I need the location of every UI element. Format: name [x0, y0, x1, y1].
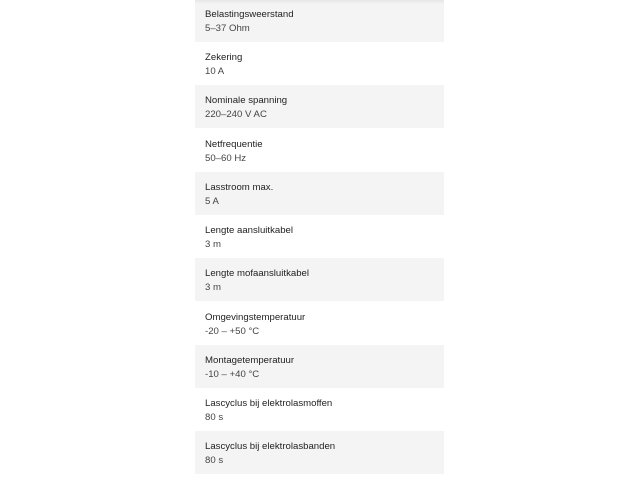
spec-label: Lascyclus bij elektrolasbanden — [205, 441, 336, 452]
spec-label: Nominale spanning — [205, 95, 288, 106]
spec-value: 5–37 Ohm — [205, 23, 250, 34]
spec-row — [195, 129, 444, 172]
spec-row — [195, 431, 444, 474]
spec-label: Netfrequentie — [205, 139, 263, 150]
header-shadow — [195, 0, 444, 4]
spec-label: Omgevingstemperatuur — [205, 312, 306, 323]
spec-label: Zekering — [205, 52, 243, 63]
spec-value: -10 – +40 °C — [205, 369, 260, 380]
spec-row — [195, 42, 444, 85]
spec-value: 80 s — [205, 455, 224, 466]
spec-label: Lengte mofaansluitkabel — [205, 268, 310, 279]
spec-value: 3 m — [205, 239, 221, 250]
spec-row — [195, 302, 444, 345]
spec-value: 80 s — [205, 412, 224, 423]
spec-value: 3 m — [205, 282, 221, 293]
spec-label: Lascyclus bij elektrolasmoffen — [205, 398, 333, 409]
spec-row — [195, 345, 444, 388]
spec-row — [195, 85, 444, 128]
spec-value: 50–60 Hz — [205, 153, 247, 164]
spec-row — [195, 215, 444, 258]
spec-value: 5 A — [205, 196, 219, 207]
spec-label: Lasstroom max. — [205, 182, 274, 193]
spec-value: -20 – +50 °C — [205, 326, 260, 337]
spec-row — [195, 258, 444, 301]
spec-row — [195, 172, 444, 215]
spec-label: Belastingsweerstand — [205, 9, 294, 20]
spec-value: 220–240 V AC — [205, 109, 267, 120]
spec-label: Lengte aansluitkabel — [205, 225, 294, 236]
spec-row — [195, 388, 444, 431]
spec-table — [195, 0, 444, 480]
spec-row — [195, 0, 444, 42]
spec-label: Montagetemperatuur — [205, 355, 295, 366]
spec-value: 10 A — [205, 66, 225, 77]
